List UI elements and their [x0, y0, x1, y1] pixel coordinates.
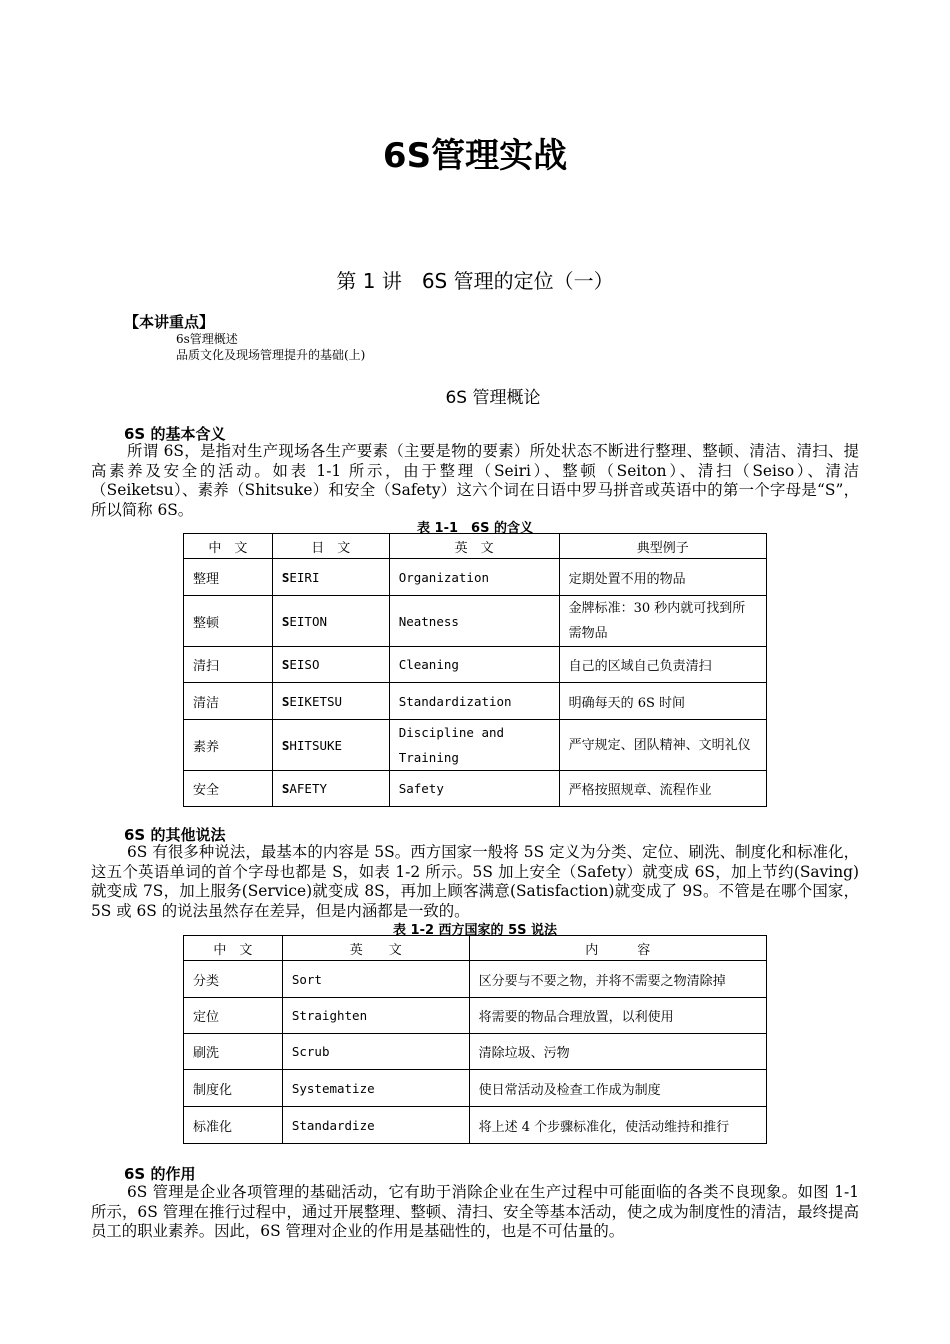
cell-content: 将上述 4 个步骤标准化，使活动维持和推行 [469, 1107, 766, 1144]
other-terms-heading: 6S 的其他说法 [124, 826, 226, 844]
cell-english: Sort [282, 961, 469, 998]
cell-content: 区分要与不要之物，并将不需要之物清除掉 [469, 961, 766, 998]
cell-english: Systematize [282, 1070, 469, 1107]
table-row [184, 998, 767, 1034]
table-row [184, 961, 767, 998]
header-english: 英 文 [282, 936, 469, 961]
table-row [184, 647, 767, 683]
table2-caption: 表 1-2 西方国家的 5S 说法 [393, 923, 557, 938]
key-point-item: 品质文化及现场管理提升的基础(上) [176, 348, 366, 362]
basic-meaning-heading: 6S 的基本含义 [124, 425, 226, 443]
cell-japanese: SAFETY [272, 771, 389, 807]
basic-meaning-paragraph: 所谓 6S，是指对生产现场各生产要素（主要是物的要素）所处状态不断进行整理、整顿、清洁、清扫、提高素养及安全的活动。如表 1-1 所示，由于整理（Seiri）、整顿（Seiton）、清扫（Seiso）、清洁（Seiketsu）、素养（Shitsuke）和安全（Safety）这六个词在日语中罗马拼音或英语中的第一个字母是“S”，所以简称 6S。 [91, 442, 859, 519]
cell-chinese: 定位 [184, 998, 283, 1034]
cell-english: Cleaning [389, 647, 559, 683]
cell-content: 使日常活动及检查工作成为制度 [469, 1070, 766, 1107]
key-points-label: 【本讲重点】 [124, 313, 215, 331]
cell-example: 金牌标准：30 秒内就可找到所需物品 [559, 596, 766, 647]
cell-english: Standardize [282, 1107, 469, 1144]
header-english: 英 文 [389, 534, 559, 559]
table-6s-meaning [183, 533, 767, 807]
lecture-title: 第 1 讲 6S 管理的定位（一） [336, 269, 614, 293]
header-example: 典型例子 [559, 534, 766, 559]
cell-japanese: SEITON [272, 596, 389, 647]
table-row [184, 596, 767, 647]
table-row [184, 771, 767, 807]
cell-chinese: 清扫 [184, 647, 273, 683]
cell-chinese: 素养 [184, 720, 273, 771]
table-row [184, 1034, 767, 1070]
cell-content: 将需要的物品合理放置，以利使用 [469, 998, 766, 1034]
cell-chinese: 整理 [184, 559, 273, 596]
cell-english: Safety [389, 771, 559, 807]
cell-example: 明确每天的 6S 时间 [559, 683, 766, 720]
document-title: 6S管理实战 [382, 136, 568, 176]
section-heading: 6S 管理概论 [445, 388, 541, 408]
header-chinese: 中 文 [184, 936, 283, 961]
cell-chinese: 标准化 [184, 1107, 283, 1144]
cell-japanese: SEISO [272, 647, 389, 683]
table-western-5s [183, 935, 767, 1144]
cell-chinese: 整顿 [184, 596, 273, 647]
cell-chinese: 清洁 [184, 683, 273, 720]
table-row [184, 1070, 767, 1107]
cell-content: 清除垃圾、污物 [469, 1034, 766, 1070]
header-chinese: 中 文 [184, 534, 273, 559]
cell-chinese: 安全 [184, 771, 273, 807]
other-terms-paragraph: 6S 有很多种说法，最基本的内容是 5S。西方国家一般将 5S 定义为分类、定位、刷洗、制度化和标准化，这五个英语单词的首个字母也都是 S，如表 1-2 所示。5S 加上安全（Safety）就变成 6S，加上节约(Saving)就变成 7S，加上服务(Service)就变成 8S，再加上顾客满意(Satisfaction)就变成了 9S。不管是在哪个国家，5S 或 6S 的说法虽然存在差异，但是内涵都是一致的。 [91, 843, 859, 920]
table-row [184, 559, 767, 596]
cell-english: Scrub [282, 1034, 469, 1070]
table-row [184, 720, 767, 771]
cell-chinese: 刷洗 [184, 1034, 283, 1070]
cell-japanese: SEIKETSU [272, 683, 389, 720]
header-content: 内 容 [469, 936, 766, 961]
table-row [184, 1107, 767, 1144]
role-paragraph: 6S 管理是企业各项管理的基础活动，它有助于消除企业在生产过程中可能面临的各类不良现象。如图 1-1 所示，6S 管理在推行过程中，通过开展整理、整顿、清扫、安全等基本活动，使之成为制度性的清洁，最终提高员工的职业素养。因此，6S 管理对企业的作用是基础性的，也是不可估量的。 [91, 1183, 859, 1240]
cell-english: Standardization [389, 683, 559, 720]
table-header-row [184, 534, 767, 559]
cell-chinese: 制度化 [184, 1070, 283, 1107]
role-heading: 6S 的作用 [124, 1165, 196, 1183]
cell-example: 定期处置不用的物品 [559, 559, 766, 596]
table-row [184, 683, 767, 720]
cell-english: Organization [389, 559, 559, 596]
cell-english: Discipline and Training [389, 720, 559, 771]
table1-caption: 表 1-1 6S 的含义 [417, 521, 533, 536]
table-header-row [184, 936, 767, 961]
cell-example: 自己的区域自己负责清扫 [559, 647, 766, 683]
header-japanese: 日 文 [272, 534, 389, 559]
cell-example: 严格按照规章、流程作业 [559, 771, 766, 807]
cell-english: Neatness [389, 596, 559, 647]
cell-example: 严守规定、团队精神、文明礼仪 [559, 720, 766, 771]
cell-english: Straighten [282, 998, 469, 1034]
key-point-item: 6s管理概述 [176, 332, 238, 346]
cell-chinese: 分类 [184, 961, 283, 998]
cell-japanese: SHITSUKE [272, 720, 389, 771]
cell-japanese: SEIRI [272, 559, 389, 596]
